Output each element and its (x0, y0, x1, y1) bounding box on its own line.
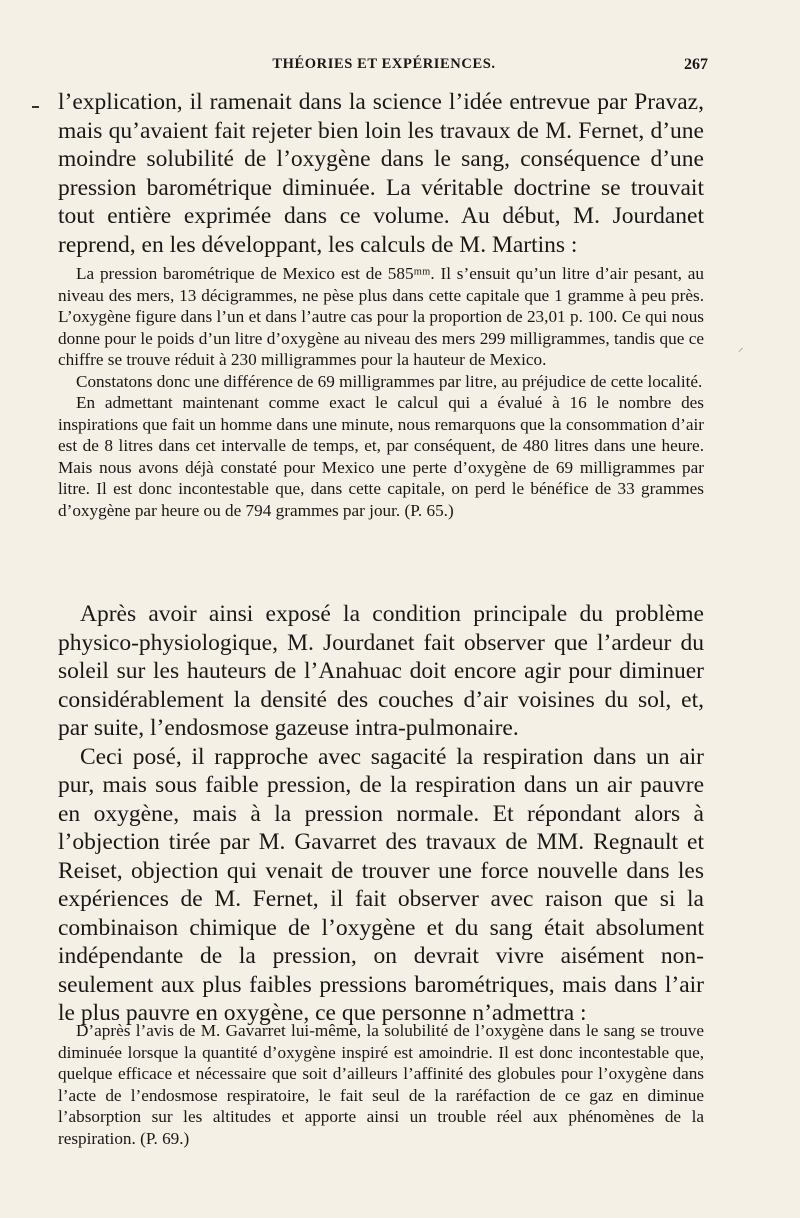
running-header (60, 56, 708, 78)
paragraph-ceci-pose: Ceci posé, il rapproche avec sagacité la respiration dans un air pur, mais sous faible pression, de la respiration dans un air pauvre en oxygène, mais à la pression normale. Et répondant alors à l’objection tirée par M. Gavarret des travaux de MM. Regnault et Reiset, objection qui venait de trouver une force nouvelle dans les expériences de M. Fernet, il fait observer avec raison que si la combinaison chimique de l’oxygène et du sang était absolument indépendante de la pression, on devrait vivre aisément non-seulement aux plus faibles pressions barométriques, mais dans l’air le plus pauvre en oxygène, ce que personne n’admettra : (58, 743, 704, 1026)
margin-speck: ⸝ (738, 341, 744, 354)
text-block-intro (58, 88, 704, 259)
quotation-block-gavarret (58, 1020, 704, 1149)
text-block-main (58, 600, 704, 1028)
quote-difference: Constatons donc une différence de 69 milligrammes par litre, au préjudice de cette localité. (76, 371, 703, 391)
paragraph-condition-principale: Après avoir ainsi exposé la condition principale du problème physico-physiologique, M. Jourdanet fait observer que l’ardeur du soleil sur les hauteurs de l’Anahuac doit encore agir pour diminuer considérablement la densité des couches d’air voisines du sol, et, par suite, l’endosmose gazeuse intra-pulmonaire. (58, 601, 704, 741)
page-number: 267 (684, 56, 708, 73)
quotation-block-mexico (58, 263, 704, 521)
paragraph-explication: l’explication, il ramenait dans la science l’idée entrevue par Pravaz, mais qu’avaient fait rejeter bien loin les travaux de M. Fernet, d’une moindre solubilité de l’oxygène dans le sang, conséquence d’une pression barométrique diminuée. La véritable doctrine se trouvait tout entière exprimée dans ce volume. Au début, M. Jourdanet reprend, en les développant, les calculs de M. Martins : (58, 89, 704, 258)
running-title: THÉORIES ET EXPÉRIENCES. (272, 56, 496, 72)
margin-mark (32, 106, 39, 108)
quote-gavarret: D’après l’avis de M. Gavarret lui-même, la solubilité de l’oxygène dans le sang se trouve diminuée lorsque la quantité d’oxygène inspiré est amoindrie. Il est donc incontestable que, quelque efficace et nécessaire que soit d’ailleurs l’affinité des globules pour l’oxygène dans l’acte de l’endosmose respiratoire, le fait seul de la raréfaction de ce gaz en diminue l’absorption sur les altitudes et apporte ainsi un trouble réel aux phénomènes de la respiration. (P. 69.) (58, 1021, 704, 1148)
quote-inspirations: En admettant maintenant comme exact le calcul qui a évalué à 16 le nombre des inspirations que fait un homme dans une minute, nous remarquons que la consommation d’air est de 8 litres dans cet intervalle de temps, et, par conséquent, de 480 litres dans une heure. Mais nous avons déjà constaté pour Mexico une perte d’oxygène de 69 milligrammes par litre. Il est donc incontestable que, dans cette capitale, on perd le bénéfice de 33 grammes d’oxygène par heure ou de 794 grammes par jour. (P. 65.) (58, 393, 704, 520)
quote-pression-barometrique: La pression barométrique de Mexico est de 585ᵐᵐ. Il s’ensuit qu’un litre d’air pesant, au niveau des mers, 13 décigrammes, ne pèse plus dans cette capitale que 1 gramme à peu près. L’oxygène figure dans l’un et dans l’autre cas pour la proportion de 23,01 p. 100. Ce qui nous donne pour le poids d’un litre d’oxygène au niveau des mers 299 milligrammes, tandis que ce chiffre se trouve réduit à 230 milligrammes pour la hauteur de Mexico. (58, 264, 704, 369)
